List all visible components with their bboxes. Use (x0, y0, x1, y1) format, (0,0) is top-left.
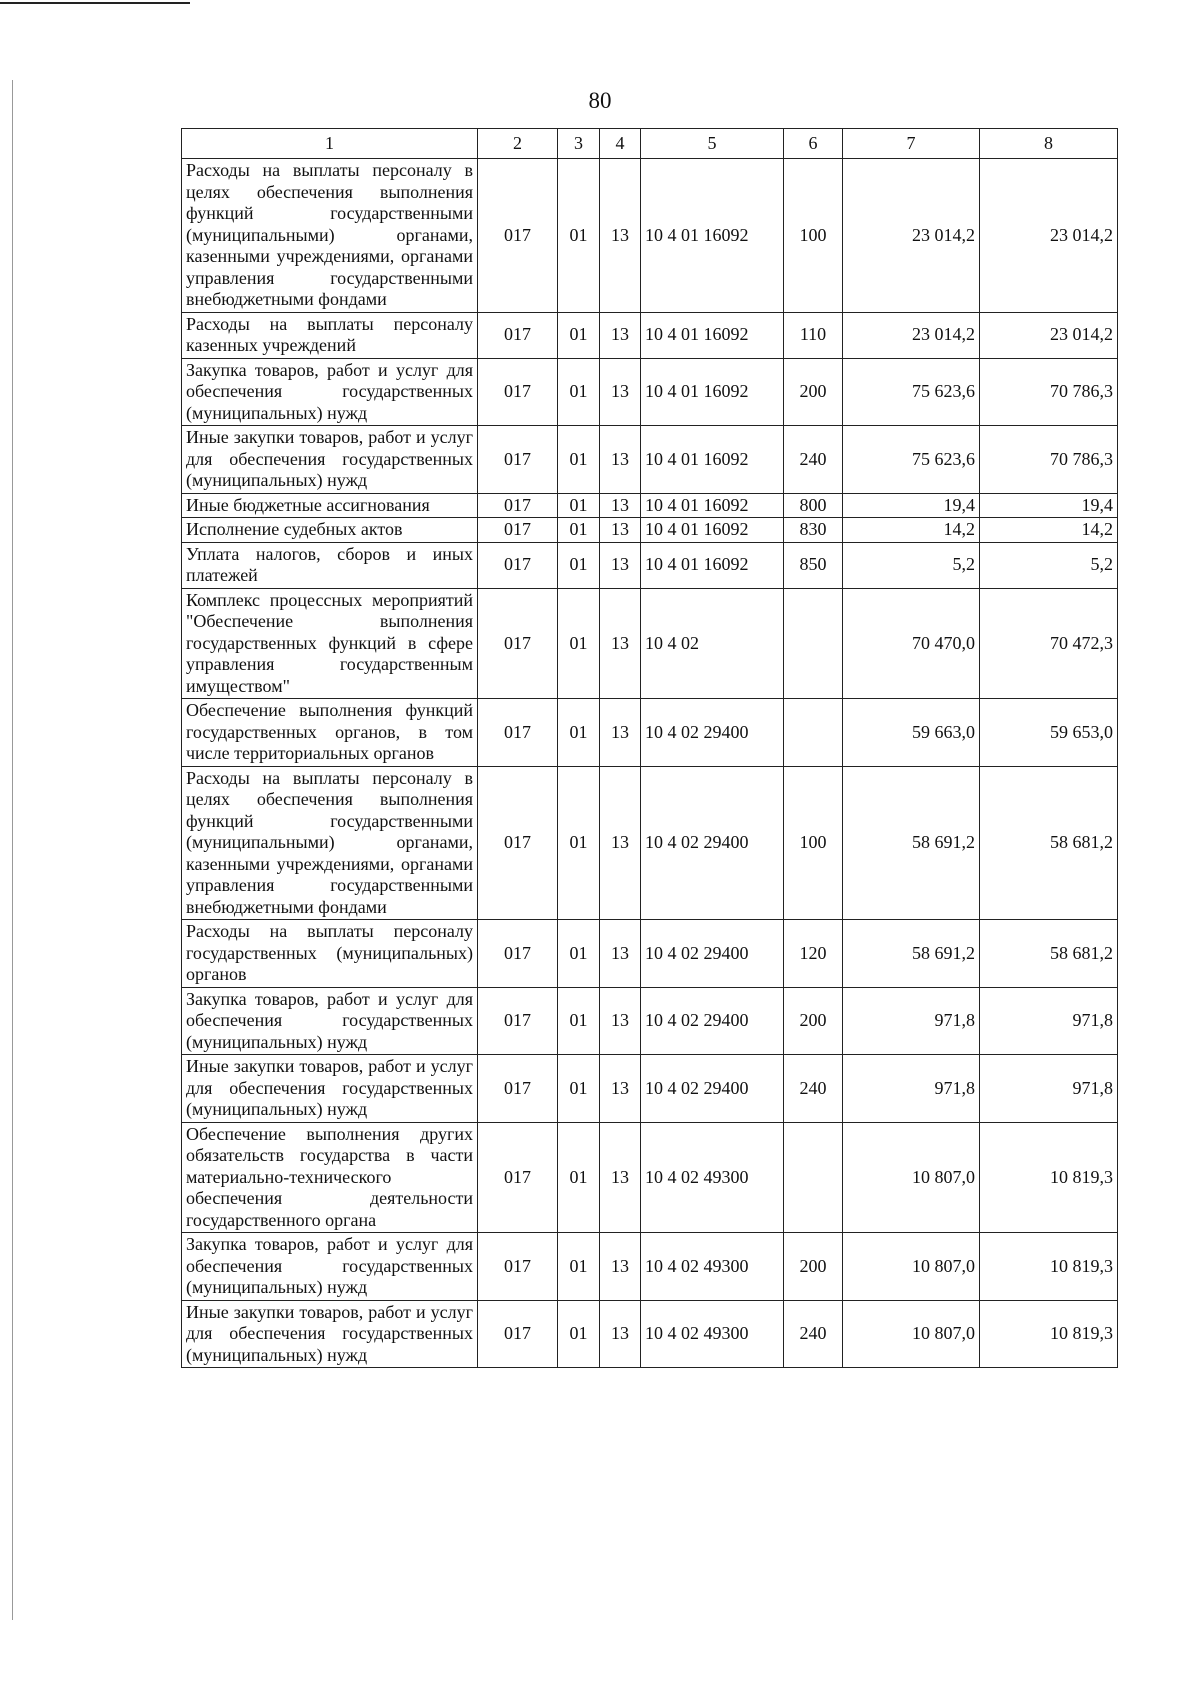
row-ministry-code-cell: 017 (478, 518, 558, 543)
row-ministry-code-cell: 017 (478, 426, 558, 494)
row-amount-2-cell: 59 653,0 (980, 699, 1118, 767)
row-target-article-cell: 10 4 01 16092 (641, 159, 784, 313)
row-amount-1-cell: 75 623,6 (843, 358, 980, 426)
row-amount-1-cell: 971,8 (843, 987, 980, 1055)
scan-margin-line (12, 80, 13, 1620)
row-subsection-cell: 13 (600, 493, 641, 518)
table-row (182, 1233, 1118, 1301)
row-target-article-cell: 10 4 02 49300 (641, 1300, 784, 1368)
row-target-article-cell: 10 4 02 49300 (641, 1233, 784, 1301)
row-name-cell: Расходы на выплаты персоналу в целях обеспечения выполнения функций государственными (муниципальными) органами, казенными учреждениями, органами управления государственными внебюджетными фондами (182, 766, 478, 920)
header-cell-2: 2 (478, 129, 558, 159)
row-expense-type-cell: 850 (784, 542, 843, 588)
row-subsection-cell: 13 (600, 987, 641, 1055)
table-row (182, 1300, 1118, 1368)
row-ministry-code-cell: 017 (478, 1122, 558, 1233)
row-section-cell: 01 (558, 542, 600, 588)
header-cell-7: 7 (843, 129, 980, 159)
row-expense-type-cell: 200 (784, 358, 843, 426)
row-ministry-code-cell: 017 (478, 542, 558, 588)
row-target-article-cell: 10 4 02 29400 (641, 987, 784, 1055)
row-section-cell: 01 (558, 1233, 600, 1301)
row-amount-2-cell: 23 014,2 (980, 159, 1118, 313)
header-cell-3: 3 (558, 129, 600, 159)
row-ministry-code-cell: 017 (478, 1055, 558, 1123)
row-ministry-code-cell: 017 (478, 358, 558, 426)
table-row (182, 426, 1118, 494)
row-subsection-cell: 13 (600, 542, 641, 588)
row-name-cell: Обеспечение выполнения функций государственных органов, в том числе территориальных органов (182, 699, 478, 767)
row-target-article-cell: 10 4 02 29400 (641, 1055, 784, 1123)
row-name-cell: Иные бюджетные ассигнования (182, 493, 478, 518)
row-amount-2-cell: 5,2 (980, 542, 1118, 588)
row-subsection-cell: 13 (600, 766, 641, 920)
row-amount-1-cell: 23 014,2 (843, 312, 980, 358)
row-amount-1-cell: 10 807,0 (843, 1122, 980, 1233)
table-row (182, 358, 1118, 426)
table-row (182, 542, 1118, 588)
row-amount-2-cell: 971,8 (980, 987, 1118, 1055)
row-target-article-cell: 10 4 01 16092 (641, 542, 784, 588)
table-row (182, 588, 1118, 699)
table-row (182, 987, 1118, 1055)
row-amount-1-cell: 58 691,2 (843, 766, 980, 920)
row-amount-2-cell: 58 681,2 (980, 766, 1118, 920)
row-amount-1-cell: 58 691,2 (843, 920, 980, 988)
row-name-cell: Расходы на выплаты персоналу казенных учреждений (182, 312, 478, 358)
row-amount-2-cell: 10 819,3 (980, 1233, 1118, 1301)
page-number: 80 (588, 88, 612, 113)
row-amount-1-cell: 10 807,0 (843, 1300, 980, 1368)
budget-table (181, 128, 1118, 1368)
row-section-cell: 01 (558, 1122, 600, 1233)
row-amount-1-cell: 5,2 (843, 542, 980, 588)
row-section-cell: 01 (558, 312, 600, 358)
row-expense-type-cell: 240 (784, 426, 843, 494)
row-amount-2-cell: 23 014,2 (980, 312, 1118, 358)
table-row (182, 518, 1118, 543)
row-ministry-code-cell: 017 (478, 159, 558, 313)
row-target-article-cell: 10 4 02 29400 (641, 920, 784, 988)
row-subsection-cell: 13 (600, 159, 641, 313)
row-subsection-cell: 13 (600, 1300, 641, 1368)
table-row (182, 699, 1118, 767)
table-row (182, 766, 1118, 920)
row-amount-1-cell: 70 470,0 (843, 588, 980, 699)
row-section-cell: 01 (558, 1300, 600, 1368)
table-row (182, 920, 1118, 988)
row-target-article-cell: 10 4 02 29400 (641, 699, 784, 767)
row-section-cell: 01 (558, 766, 600, 920)
row-ministry-code-cell: 017 (478, 1300, 558, 1368)
header-cell-1: 1 (182, 129, 478, 159)
row-name-cell: Иные закупки товаров, работ и услуг для обеспечения государственных (муниципальных) нужд (182, 426, 478, 494)
row-amount-1-cell: 75 623,6 (843, 426, 980, 494)
row-section-cell: 01 (558, 493, 600, 518)
row-ministry-code-cell: 017 (478, 1233, 558, 1301)
row-amount-1-cell: 10 807,0 (843, 1233, 980, 1301)
row-subsection-cell: 13 (600, 358, 641, 426)
row-subsection-cell: 13 (600, 699, 641, 767)
table-row (182, 1122, 1118, 1233)
row-name-cell: Закупка товаров, работ и услуг для обеспечения государственных (муниципальных) нужд (182, 1233, 478, 1301)
row-ministry-code-cell: 017 (478, 699, 558, 767)
row-amount-1-cell: 14,2 (843, 518, 980, 543)
row-target-article-cell: 10 4 01 16092 (641, 358, 784, 426)
header-row (182, 129, 1118, 159)
row-ministry-code-cell: 017 (478, 920, 558, 988)
row-amount-1-cell: 19,4 (843, 493, 980, 518)
row-target-article-cell: 10 4 02 (641, 588, 784, 699)
row-amount-2-cell: 70 786,3 (980, 426, 1118, 494)
row-section-cell: 01 (558, 358, 600, 426)
row-amount-2-cell: 70 472,3 (980, 588, 1118, 699)
row-expense-type-cell (784, 699, 843, 767)
row-expense-type-cell (784, 588, 843, 699)
row-amount-2-cell: 19,4 (980, 493, 1118, 518)
table-row (182, 493, 1118, 518)
row-subsection-cell: 13 (600, 1233, 641, 1301)
row-section-cell: 01 (558, 588, 600, 699)
row-target-article-cell: 10 4 01 16092 (641, 493, 784, 518)
row-expense-type-cell: 830 (784, 518, 843, 543)
table-row (182, 1055, 1118, 1123)
row-subsection-cell: 13 (600, 1055, 641, 1123)
row-name-cell: Исполнение судебных актов (182, 518, 478, 543)
row-subsection-cell: 13 (600, 518, 641, 543)
row-amount-2-cell: 10 819,3 (980, 1122, 1118, 1233)
row-amount-2-cell: 10 819,3 (980, 1300, 1118, 1368)
row-section-cell: 01 (558, 159, 600, 313)
row-section-cell: 01 (558, 1055, 600, 1123)
row-expense-type-cell (784, 1122, 843, 1233)
row-target-article-cell: 10 4 02 49300 (641, 1122, 784, 1233)
row-expense-type-cell: 200 (784, 1233, 843, 1301)
header-cell-4: 4 (600, 129, 641, 159)
row-expense-type-cell: 800 (784, 493, 843, 518)
row-name-cell: Расходы на выплаты персоналу государственных (муниципальных) органов (182, 920, 478, 988)
row-amount-1-cell: 23 014,2 (843, 159, 980, 313)
row-subsection-cell: 13 (600, 588, 641, 699)
row-subsection-cell: 13 (600, 920, 641, 988)
row-ministry-code-cell: 017 (478, 312, 558, 358)
row-expense-type-cell: 240 (784, 1055, 843, 1123)
row-amount-2-cell: 971,8 (980, 1055, 1118, 1123)
scan-edge-line (0, 2, 190, 4)
row-amount-2-cell: 70 786,3 (980, 358, 1118, 426)
header-cell-6: 6 (784, 129, 843, 159)
row-expense-type-cell: 110 (784, 312, 843, 358)
row-expense-type-cell: 120 (784, 920, 843, 988)
row-expense-type-cell: 200 (784, 987, 843, 1055)
row-ministry-code-cell: 017 (478, 588, 558, 699)
row-name-cell: Комплекс процессных мероприятий "Обеспечение выполнения государственных функций в сфере управления государственным имуществом" (182, 588, 478, 699)
table-body (182, 159, 1118, 1368)
row-ministry-code-cell: 017 (478, 766, 558, 920)
row-section-cell: 01 (558, 920, 600, 988)
row-name-cell: Закупка товаров, работ и услуг для обеспечения государственных (муниципальных) нужд (182, 358, 478, 426)
table-row (182, 159, 1118, 313)
row-subsection-cell: 13 (600, 426, 641, 494)
row-ministry-code-cell: 017 (478, 987, 558, 1055)
row-name-cell: Расходы на выплаты персоналу в целях обеспечения выполнения функций государственными (муниципальными) органами, казенными учреждениями, органами управления государственными внебюджетными фондами (182, 159, 478, 313)
row-name-cell: Обеспечение выполнения других обязательств государства в части материально-технического обеспечения деятельности государственного органа (182, 1122, 478, 1233)
row-name-cell: Иные закупки товаров, работ и услуг для обеспечения государственных (муниципальных) нужд (182, 1300, 478, 1368)
row-subsection-cell: 13 (600, 312, 641, 358)
row-name-cell: Закупка товаров, работ и услуг для обеспечения государственных (муниципальных) нужд (182, 987, 478, 1055)
row-section-cell: 01 (558, 426, 600, 494)
table-row (182, 312, 1118, 358)
header-cell-8: 8 (980, 129, 1118, 159)
row-section-cell: 01 (558, 699, 600, 767)
row-ministry-code-cell: 017 (478, 493, 558, 518)
row-amount-1-cell: 59 663,0 (843, 699, 980, 767)
row-section-cell: 01 (558, 987, 600, 1055)
row-name-cell: Иные закупки товаров, работ и услуг для обеспечения государственных (муниципальных) нужд (182, 1055, 478, 1123)
header-cell-5: 5 (641, 129, 784, 159)
row-target-article-cell: 10 4 02 29400 (641, 766, 784, 920)
row-amount-1-cell: 971,8 (843, 1055, 980, 1123)
row-target-article-cell: 10 4 01 16092 (641, 312, 784, 358)
row-section-cell: 01 (558, 518, 600, 543)
row-subsection-cell: 13 (600, 1122, 641, 1233)
row-amount-2-cell: 58 681,2 (980, 920, 1118, 988)
row-name-cell: Уплата налогов, сборов и иных платежей (182, 542, 478, 588)
row-target-article-cell: 10 4 01 16092 (641, 426, 784, 494)
row-target-article-cell: 10 4 01 16092 (641, 518, 784, 543)
row-amount-2-cell: 14,2 (980, 518, 1118, 543)
row-expense-type-cell: 100 (784, 159, 843, 313)
row-expense-type-cell: 240 (784, 1300, 843, 1368)
row-expense-type-cell: 100 (784, 766, 843, 920)
